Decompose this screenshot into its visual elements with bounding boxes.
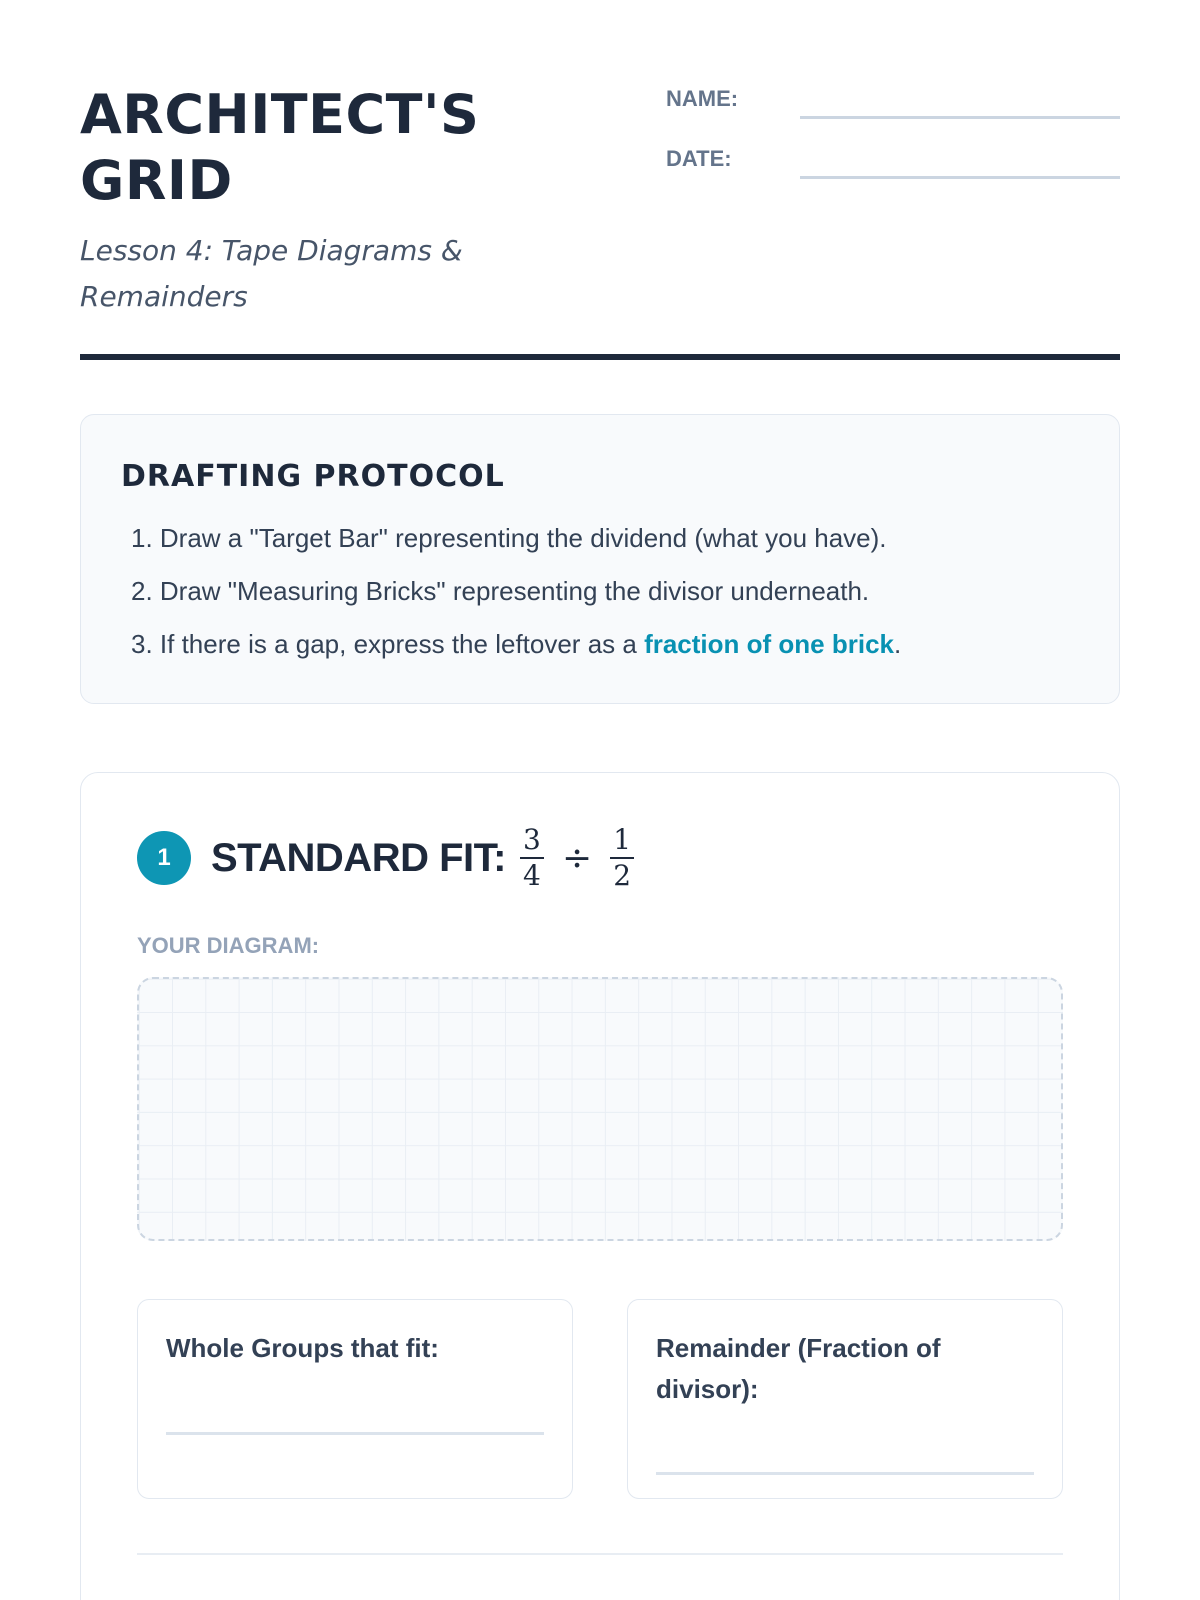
divisor-denominator: 2 bbox=[613, 859, 632, 892]
divisor-numerator: 1 bbox=[613, 823, 632, 856]
problem-heading bbox=[137, 823, 634, 893]
whole-groups-answer-box bbox=[137, 1299, 573, 1499]
protocol-step-3-end: . bbox=[893, 629, 902, 659]
name-label: NAME: bbox=[666, 86, 739, 111]
protocol-highlight: fraction of one brick bbox=[644, 629, 894, 659]
whole-groups-label: Whole Groups that fit: bbox=[166, 1333, 439, 1363]
protocol-step-3-text: 3. If there is a gap, express the leftover as a bbox=[131, 629, 645, 659]
student-fields bbox=[666, 82, 1120, 202]
date-line[interactable] bbox=[800, 176, 1120, 179]
division-operator: ÷ bbox=[561, 837, 593, 879]
name-line[interactable] bbox=[800, 116, 1120, 119]
name-field bbox=[666, 82, 1120, 142]
remainder-answer-line[interactable] bbox=[656, 1472, 1034, 1475]
header-divider bbox=[80, 354, 1120, 360]
date-label: DATE: bbox=[666, 146, 732, 171]
protocol-title: DRAFTING PROTOCOL bbox=[121, 459, 505, 494]
lesson-subtitle: Lesson 4: Tape Diagrams & Remainders bbox=[80, 234, 463, 313]
remainder-label: Remainder (Fraction of divisor): bbox=[656, 1333, 941, 1404]
date-field bbox=[666, 142, 1120, 202]
remainder-answer-box bbox=[627, 1299, 1063, 1499]
problem-card-1 bbox=[80, 772, 1120, 1600]
worksheet-header bbox=[80, 82, 1120, 362]
protocol-step-1: 1. Draw a "Target Bar" representing the dividend (what you have). bbox=[131, 523, 887, 553]
problem-number-badge: 1 bbox=[137, 831, 191, 885]
dividend-numerator: 3 bbox=[523, 823, 541, 856]
protocol-step-3 bbox=[121, 618, 1079, 671]
drafting-protocol-box bbox=[80, 414, 1120, 704]
diagram-label: YOUR DIAGRAM: bbox=[137, 933, 320, 958]
worksheet-title: ARCHITECT'S GRID bbox=[80, 83, 480, 212]
divisor-fraction bbox=[610, 825, 634, 891]
protocol-step-2: 2. Draw "Measuring Bricks" representing the divisor underneath. bbox=[131, 576, 870, 606]
problem-title: STANDARD FIT: bbox=[211, 835, 506, 880]
section-divider bbox=[137, 1553, 1063, 1555]
whole-groups-answer-line[interactable] bbox=[166, 1432, 544, 1435]
dividend-denominator: 4 bbox=[523, 859, 541, 892]
diagram-drawing-area[interactable] bbox=[137, 977, 1063, 1241]
dividend-fraction bbox=[520, 825, 544, 891]
